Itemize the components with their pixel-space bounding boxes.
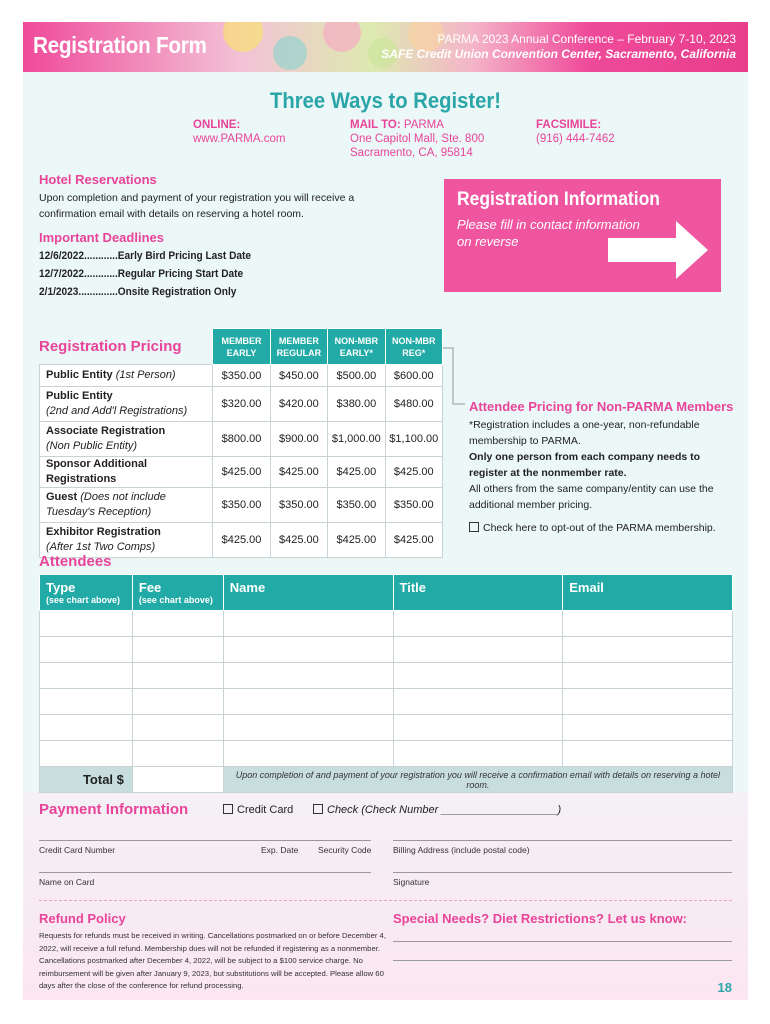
credit-card-label: Credit Card	[237, 804, 294, 816]
price-cell: $450.00	[270, 365, 327, 387]
type-cell[interactable]	[40, 741, 133, 767]
special-needs-heading: Special Needs? Diet Restrictions? Let us know:	[393, 911, 688, 926]
col-title: Title	[393, 575, 563, 611]
fee-cell[interactable]	[132, 663, 223, 689]
pricing-row-label: Public Entity (2nd and Add'l Registrations)	[40, 387, 213, 422]
email-cell[interactable]	[563, 663, 733, 689]
optout-checkbox-row[interactable]	[469, 520, 716, 536]
attendee-row	[40, 741, 733, 767]
online-option	[193, 118, 285, 146]
pricing-row	[40, 422, 443, 457]
type-cell[interactable]	[40, 637, 133, 663]
deadline-item: 12/6/2022............Early Bird Pricing Last Date	[39, 250, 252, 262]
credit-card-checkbox[interactable]	[223, 804, 233, 814]
col-fee: Fee (see chart above)	[132, 575, 223, 611]
special-needs-line[interactable]	[393, 941, 732, 942]
registration-info-title: Registration Information	[457, 189, 660, 210]
price-cell: $800.00	[213, 422, 270, 457]
billing-address-label: Billing Address (include postal code)	[393, 845, 530, 855]
name-cell[interactable]	[223, 741, 393, 767]
pricing-table	[39, 328, 443, 558]
conference-venue: SAFE Credit Union Convention Center, Sacramento, California	[381, 47, 736, 61]
attendee-row	[40, 689, 733, 715]
online-url[interactable]: www.PARMA.com	[193, 133, 286, 145]
name-cell[interactable]	[223, 611, 393, 637]
nonmember-line: additional member pricing.	[469, 499, 593, 511]
three-ways-heading: Three Ways to Register!	[270, 88, 501, 113]
price-cell: $420.00	[270, 387, 327, 422]
email-cell[interactable]	[563, 715, 733, 741]
col-nonmbr-reg: NON-MBR REG*	[385, 329, 442, 365]
price-cell: $425.00	[270, 457, 327, 488]
reginfo-sub-2: on reverse	[457, 234, 519, 249]
nonmember-line: *Registration includes a one-year, non-refundable	[469, 419, 700, 431]
name-cell[interactable]	[223, 637, 393, 663]
name-cell[interactable]	[223, 663, 393, 689]
attendees-table	[39, 574, 733, 793]
cc-number-label: Credit Card Number	[39, 845, 116, 855]
check-option[interactable]	[313, 804, 561, 816]
refund-text: Requests for refunds must be received in writing. Cancellations postmarked on or before December 4, 2022, will receive a full refund. Membership dues will not be refunded if registering as a nonmember. Cancellations postmarked after December 4, 2022, will be subject to a $100 service charge. No reimbursement will be given after January 9, 2023, but substitutions will be accepted. Please allow 60 days after the close of the conference for refund processing.	[39, 931, 386, 990]
col-type: Type (see chart above)	[40, 575, 133, 611]
pricing-heading: Registration Pricing	[39, 338, 182, 355]
price-cell: $425.00	[385, 457, 442, 488]
online-label: ONLINE:	[193, 119, 241, 131]
email-cell[interactable]	[563, 741, 733, 767]
title-cell[interactable]	[393, 689, 563, 715]
name-cell[interactable]	[223, 689, 393, 715]
fee-cell[interactable]	[132, 637, 223, 663]
col-name: Name	[223, 575, 393, 611]
fee-cell[interactable]	[132, 689, 223, 715]
price-cell: $900.00	[270, 422, 327, 457]
attendee-row	[40, 611, 733, 637]
name-cell[interactable]	[223, 715, 393, 741]
deadlines-heading: Important Deadlines	[39, 230, 164, 245]
mail-option	[350, 118, 484, 160]
header-banner	[23, 22, 748, 72]
nonmember-text	[469, 417, 714, 513]
price-cell: $480.00	[385, 387, 442, 422]
pricing-corner	[40, 329, 213, 365]
check-label: Check (Check Number ___________________)	[327, 804, 562, 816]
optout-label: Check here to opt-out of the PARMA membership.	[483, 522, 716, 534]
conference-info	[381, 32, 736, 62]
pricing-row	[40, 387, 443, 422]
billing-line[interactable]	[393, 840, 732, 841]
nonmember-heading: Attendee Pricing for Non-PARMA Members	[469, 399, 734, 414]
registration-info-box	[444, 179, 721, 292]
type-cell[interactable]	[40, 689, 133, 715]
bracket-connector	[443, 342, 467, 412]
price-cell: $600.00	[385, 365, 442, 387]
email-cell[interactable]	[563, 689, 733, 715]
mail-address-2: Sacramento, CA, 95814	[350, 147, 473, 159]
form-title: Registration Form	[33, 32, 207, 58]
col-email: Email	[563, 575, 733, 611]
nonmember-line: All others from the same company/entity can use the	[469, 483, 714, 495]
price-cell: $425.00	[270, 523, 327, 558]
special-needs-line[interactable]	[393, 960, 732, 961]
title-cell[interactable]	[393, 741, 563, 767]
reginfo-sub-1: Please fill in contact information	[457, 217, 640, 232]
check-checkbox[interactable]	[313, 804, 323, 814]
pricing-row	[40, 488, 443, 523]
total-amount-cell[interactable]	[132, 767, 223, 793]
signature-label: Signature	[393, 877, 430, 887]
fax-number: (916) 444-7462	[536, 133, 615, 145]
credit-card-option[interactable]	[223, 804, 293, 816]
mail-address-1: One Capitol Mall, Ste. 800	[350, 133, 485, 145]
fee-cell[interactable]	[132, 715, 223, 741]
attendee-row	[40, 663, 733, 689]
pricing-row	[40, 457, 443, 488]
type-cell[interactable]	[40, 663, 133, 689]
refund-heading: Refund Policy	[39, 911, 126, 926]
pricing-row-label: Associate Registration (Non Public Entity)	[40, 422, 213, 457]
security-code-label: Security Code	[318, 845, 372, 855]
pricing-row-label: Exhibitor Registration (After 1st Two Comps)	[40, 523, 213, 558]
col-member-early: MEMBER EARLY	[213, 329, 270, 365]
hotel-text	[39, 190, 354, 222]
fee-cell[interactable]	[132, 611, 223, 637]
price-cell: $1,100.00	[385, 422, 442, 457]
attendee-row	[40, 715, 733, 741]
deadline-item: 2/1/2023..............Onsite Registration Only	[39, 286, 237, 298]
type-cell[interactable]	[40, 715, 133, 741]
deadline-item: 12/7/2022............Regular Pricing Start Date	[39, 268, 244, 280]
title-cell[interactable]	[393, 637, 563, 663]
mail-to: PARMA	[403, 119, 444, 131]
nonmember-line: register at the nonmember rate.	[469, 467, 627, 479]
title-cell[interactable]	[393, 715, 563, 741]
page-number: 18	[717, 980, 732, 995]
type-cell[interactable]	[40, 611, 133, 637]
price-cell: $380.00	[328, 387, 385, 422]
optout-checkbox[interactable]	[469, 522, 479, 532]
name-on-card-line[interactable]	[39, 872, 371, 873]
conference-dates: PARMA 2023 Annual Conference – February 7-10, 2023	[437, 32, 736, 46]
pricing-row-label: Public Entity (1st Person)	[40, 365, 213, 387]
pricing-row-label: Guest (Does not include Tuesday's Reception)	[40, 488, 213, 523]
payment-heading: Payment Information	[39, 801, 189, 818]
total-label: Total $	[40, 767, 133, 793]
price-cell: $425.00	[328, 523, 385, 558]
price-cell: $350.00	[385, 488, 442, 523]
registration-note: Upon completion of and payment of your registration you will receive a confirmation email with details on reserving a hotel room.	[223, 767, 732, 793]
name-on-card-label: Name on Card	[39, 877, 95, 887]
fax-label: FACSIMILE:	[536, 119, 602, 131]
hotel-heading: Hotel Reservations	[39, 172, 157, 187]
divider	[39, 900, 732, 901]
exp-date-label: Exp. Date	[261, 845, 299, 855]
title-cell[interactable]	[393, 611, 563, 637]
cc-number-line[interactable]	[39, 840, 371, 841]
fee-cell[interactable]	[132, 741, 223, 767]
col-nonmbr-early: NON-MBR EARLY*	[328, 329, 385, 365]
fax-option	[536, 118, 615, 146]
nonmember-line: Only one person from each company needs to	[469, 451, 701, 463]
attendees-heading: Attendees	[39, 553, 112, 570]
hotel-text-1: Upon completion and payment of your registration you will receive a	[39, 192, 355, 204]
pricing-row	[40, 365, 443, 387]
mail-label: MAIL TO:	[350, 119, 401, 131]
email-cell[interactable]	[563, 611, 733, 637]
price-cell: $425.00	[385, 523, 442, 558]
hotel-text-2: confirmation email with details on reserving a hotel room.	[39, 208, 304, 220]
price-cell: $425.00	[328, 457, 385, 488]
total-row	[40, 767, 733, 793]
price-cell: $425.00	[213, 457, 270, 488]
price-cell: $425.00	[213, 523, 270, 558]
registration-page	[23, 22, 748, 1000]
email-cell[interactable]	[563, 637, 733, 663]
price-cell: $1,000.00	[328, 422, 385, 457]
price-cell: $320.00	[213, 387, 270, 422]
price-cell: $350.00	[213, 488, 270, 523]
pricing-row-label: Sponsor Additional Registrations	[40, 457, 213, 488]
price-cell: $350.00	[213, 365, 270, 387]
price-cell: $350.00	[270, 488, 327, 523]
arrow-right-icon	[608, 221, 708, 279]
price-cell: $350.00	[328, 488, 385, 523]
signature-line[interactable]	[393, 872, 732, 873]
nonmember-line: membership to PARMA.	[469, 435, 581, 447]
col-member-regular: MEMBER REGULAR	[270, 329, 327, 365]
attendee-row	[40, 637, 733, 663]
price-cell: $500.00	[328, 365, 385, 387]
title-cell[interactable]	[393, 663, 563, 689]
